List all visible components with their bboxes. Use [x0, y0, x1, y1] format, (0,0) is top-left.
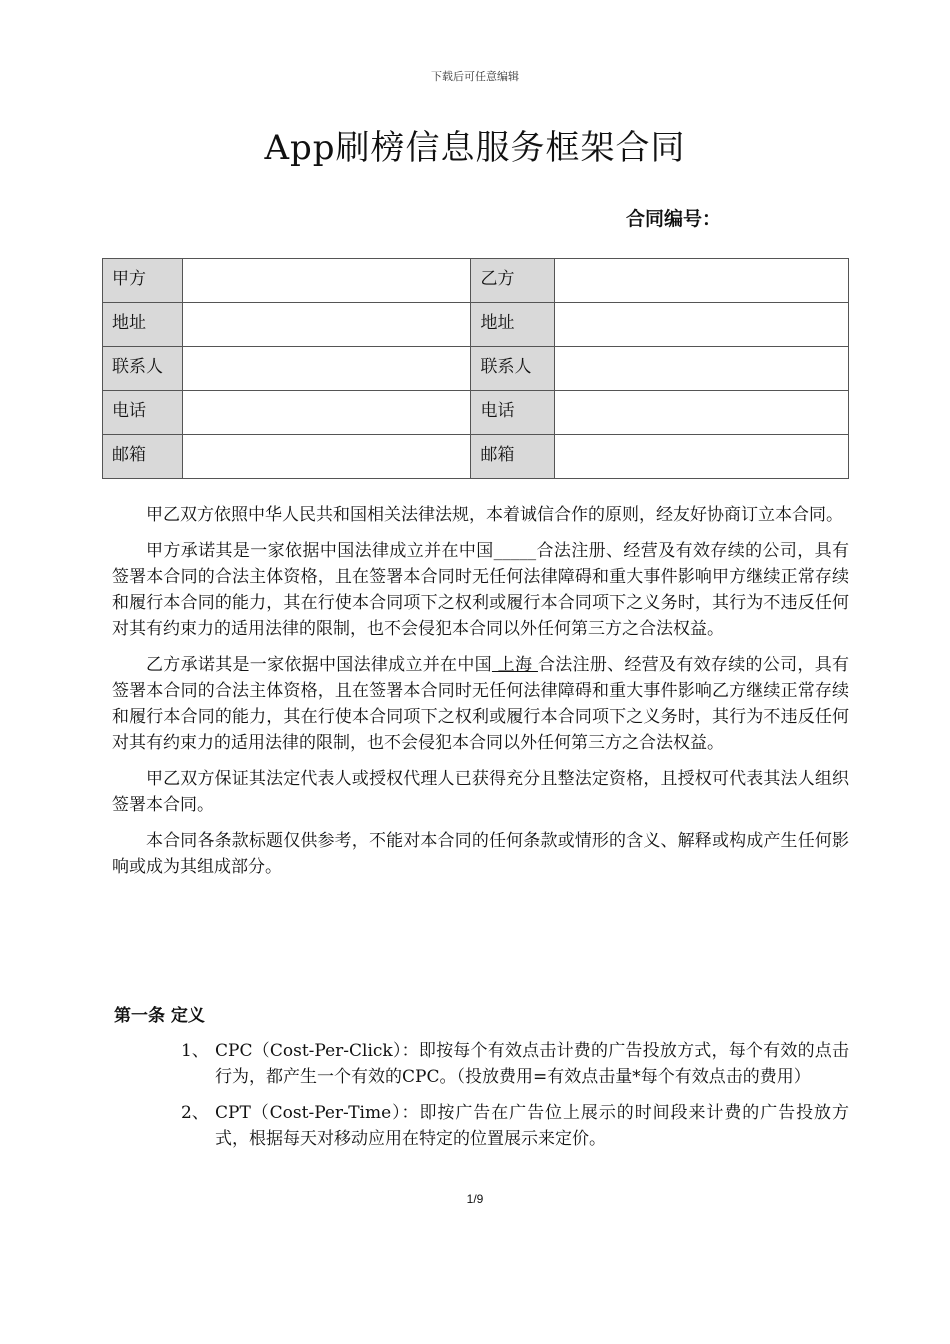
table-row	[103, 391, 849, 435]
contract-number-label: 合同编号：	[626, 208, 722, 230]
table-row	[103, 435, 849, 479]
party-a-location-blank: _____	[493, 541, 537, 561]
document-title: App刷榜信息服务框架合同	[264, 128, 686, 168]
definition-list	[181, 1038, 849, 1162]
party-a-warranty-before: 甲方承诺其是一家依据中国法律成立并在中国	[146, 541, 494, 561]
list-item	[181, 1100, 849, 1152]
list-item-number: 1、	[181, 1041, 209, 1061]
address-a-value	[182, 303, 471, 347]
email-a-value	[182, 435, 471, 479]
table-row	[103, 259, 849, 303]
table-row	[103, 303, 849, 347]
party-b-warranty-after: 合法注册、经营及有效存续的公司，具有签署本合同的合法主体资格，且在签署本合同时无任何法律障碍和重大事件影响乙方继续正常存续和履行本合同的能力，其在行使本合同项下之权利或履行本合同项下之义务时，其行为不违反任何对其有约束力的适用法律的限制，也不会侵犯本合同以外任何第三方之合法权益。	[112, 655, 850, 753]
phone-b-label: 电话	[471, 391, 555, 435]
contact-b-label: 联系人	[471, 347, 555, 391]
paragraph-representatives: 甲乙双方保证其法定代表人或授权代理人已获得充分且整法定资格，且授权可代表其法人组织签署本合同。	[112, 769, 849, 815]
list-item-text: CPT（Cost-Per-Time）：即按广告在广告位上展示的时间段来计费的广告投放方式，根据每天对移动应用在特定的位置展示来定价。	[215, 1103, 849, 1149]
paragraph-intro: 甲乙双方依照中华人民共和国相关法律法规，本着诚信合作的原则，经友好协商订立本合同。	[146, 505, 843, 525]
paragraph-party-b-warranty	[112, 652, 849, 756]
table-row	[103, 347, 849, 391]
party-info-table	[102, 258, 849, 479]
paragraph-headings-note: 本合同各条款标题仅供参考，不能对本合同的任何条款或情形的含义、解释或构成产生任何影响或成为其组成部分。	[112, 831, 849, 877]
contact-a-value	[182, 347, 471, 391]
preamble	[112, 502, 849, 890]
phone-b-value	[555, 391, 849, 435]
page-number: 1/9	[466, 1192, 484, 1206]
email-b-value	[555, 435, 849, 479]
section-1-title: 第一条 定义	[114, 1006, 205, 1026]
list-item-number: 2、	[181, 1103, 209, 1123]
header-note: 下载后可任意编辑	[431, 70, 519, 83]
phone-a-value	[182, 391, 471, 435]
email-b-label: 邮箱	[471, 435, 555, 479]
party-b-label: 乙方	[471, 259, 555, 303]
address-b-value	[555, 303, 849, 347]
address-b-label: 地址	[471, 303, 555, 347]
party-a-label: 甲方	[103, 259, 183, 303]
party-b-location: 上海	[491, 655, 538, 675]
phone-a-label: 电话	[103, 391, 183, 435]
paragraph-party-a-warranty	[112, 538, 849, 642]
party-a-value	[182, 259, 471, 303]
address-a-label: 地址	[103, 303, 183, 347]
email-a-label: 邮箱	[103, 435, 183, 479]
contact-b-value	[555, 347, 849, 391]
party-b-value	[555, 259, 849, 303]
list-item	[181, 1038, 849, 1090]
contact-a-label: 联系人	[103, 347, 183, 391]
list-item-text: CPC（Cost-Per-Click）：即按每个有效点击计费的广告投放方式，每个有效的点击行为，都产生一个有效的CPC。（投放费用=有效点击量*每个有效点击的费用）	[215, 1041, 849, 1087]
party-b-warranty-before: 乙方承诺其是一家依据中国法律成立并在中国	[146, 655, 492, 675]
party-a-warranty-after: 合法注册、经营及有效存续的公司，具有签署本合同的合法主体资格，且在签署本合同时无任何法律障碍和重大事件影响甲方继续正常存续和履行本合同的能力，其在行使本合同项下之权利或履行本合同项下之义务时，其行为不违反任何对其有约束力的适用法律的限制，也不会侵犯本合同以外任何第三方之合法权益。	[112, 541, 850, 639]
